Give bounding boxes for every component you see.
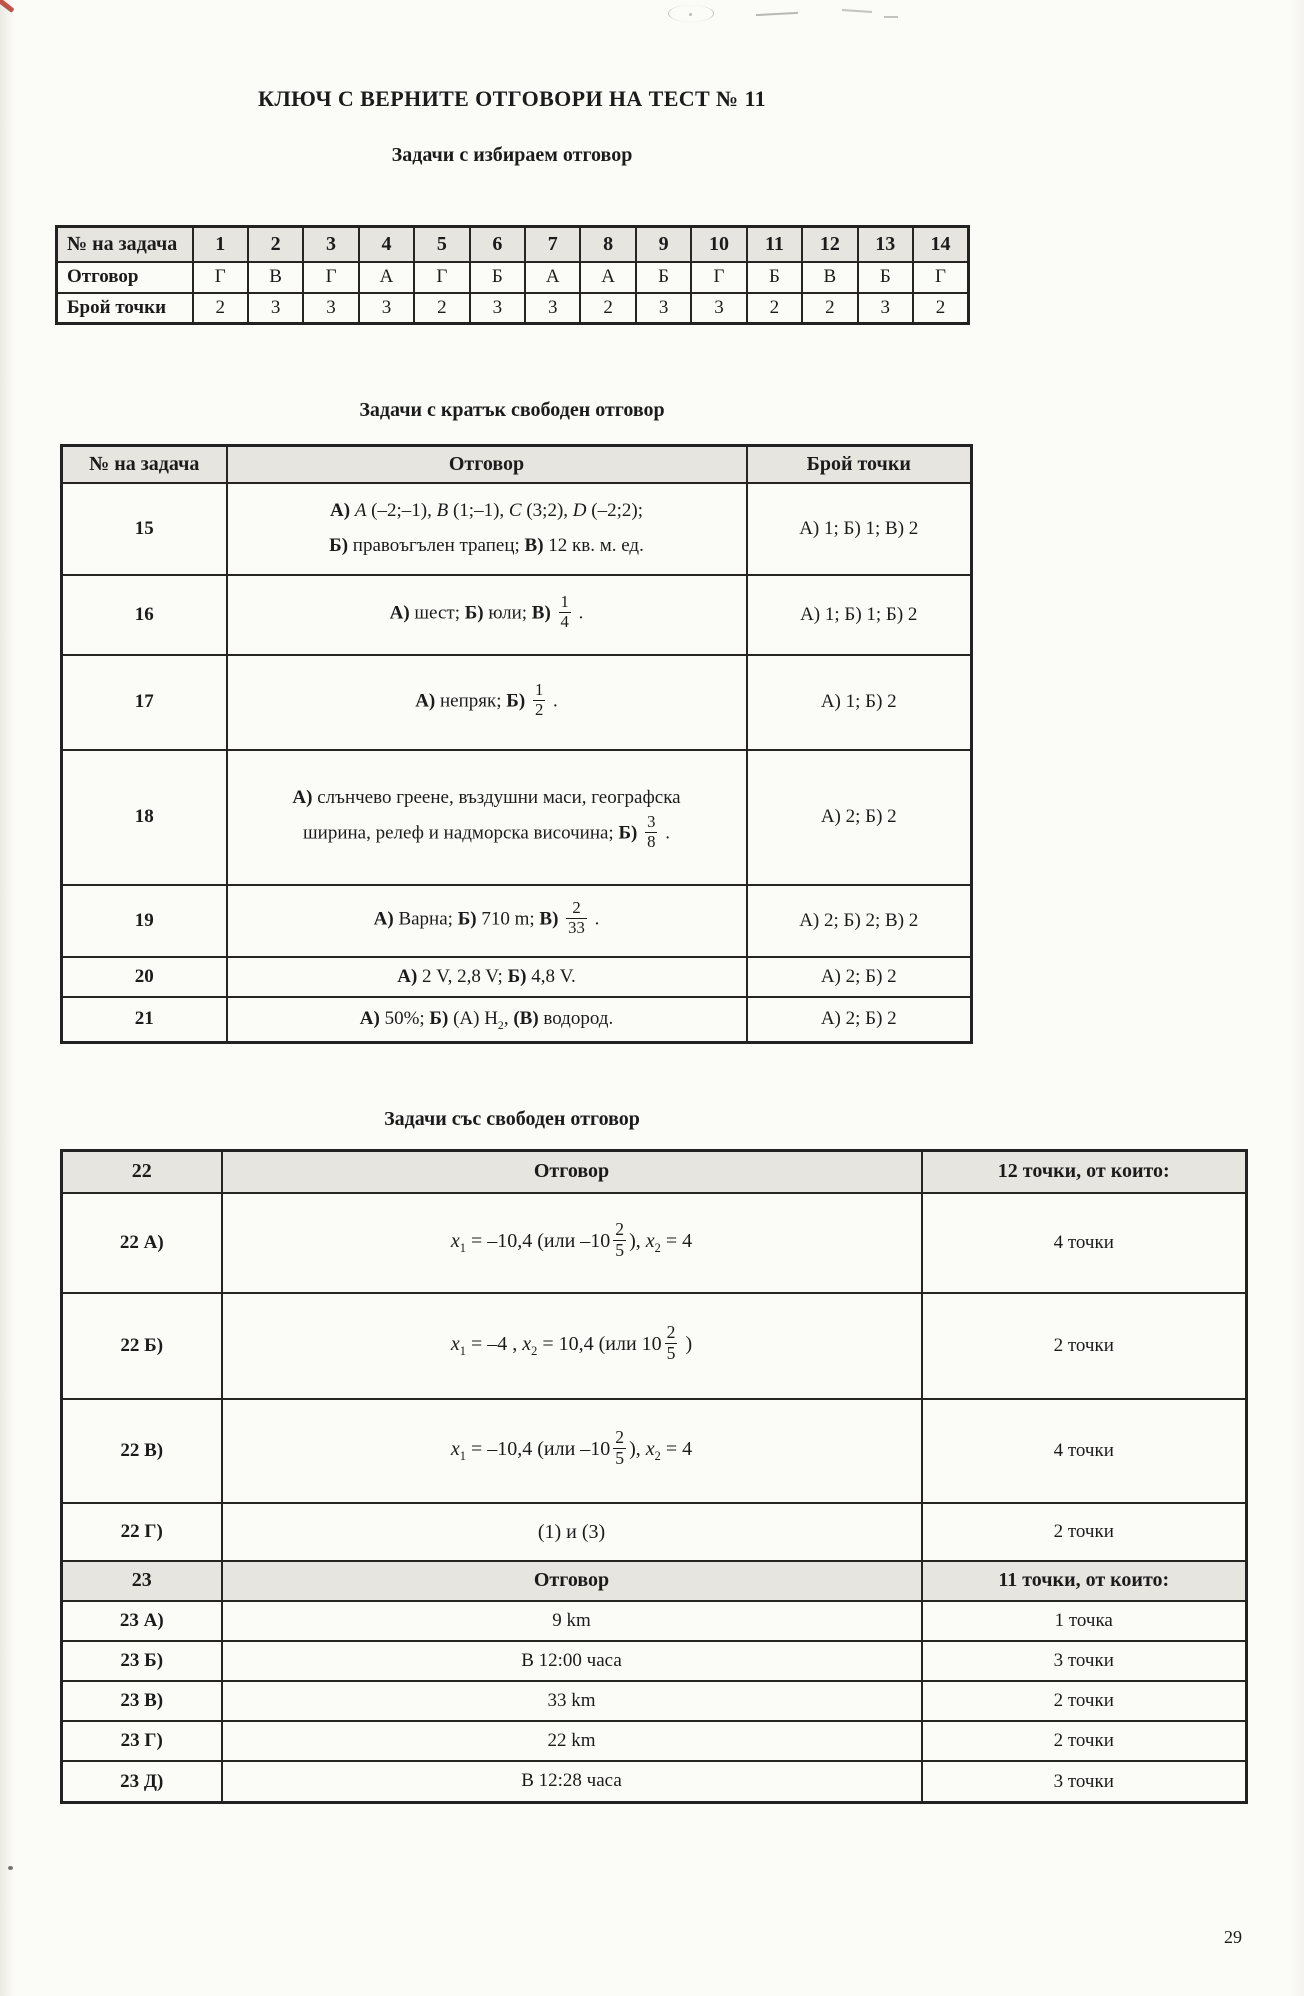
table-row-16 — [62, 575, 972, 655]
fa-header-answer: Отговор — [222, 1561, 922, 1601]
points-cell: А) 1; Б) 1; В) 2 — [747, 483, 972, 575]
points-cell: 2 точки — [922, 1681, 1247, 1721]
task-number: 23 Б) — [62, 1641, 222, 1681]
points-cell: А) 2; Б) 2; В) 2 — [747, 885, 972, 957]
points-cell: 4 точки — [922, 1399, 1247, 1503]
task-number: 22 В) — [62, 1399, 222, 1503]
free-answer-table — [60, 1149, 1248, 1803]
points-cell: А) 2; Б) 2 — [747, 750, 972, 885]
task-number: 20 — [62, 957, 227, 997]
task-number: 22 А) — [62, 1193, 222, 1293]
task-number-cell: 9 — [636, 227, 691, 262]
points-cell: 2 точки — [922, 1721, 1247, 1761]
task-number: 22 Г) — [62, 1503, 222, 1561]
section-title-multiple-choice: Задачи с избираем отговор — [391, 144, 633, 166]
answer-cell: Г — [303, 262, 358, 293]
fa-header-answer: Отговор — [222, 1151, 922, 1193]
table-row-22g — [62, 1503, 1247, 1561]
answer-cell: Г — [193, 262, 248, 293]
sa-header-answer: Отговор — [227, 446, 747, 483]
table-row-23v — [62, 1681, 1247, 1721]
answer-cell: А — [525, 262, 580, 293]
answer-cell: А) Варна; Б) 710 m; В) $\frac{2}{33}$ . — [227, 885, 747, 957]
fa-header-points: 12 точки, от които: — [922, 1151, 1247, 1193]
task-number: 15 — [62, 483, 227, 575]
task-number-cell: 4 — [359, 227, 414, 262]
mc-points-row — [57, 293, 969, 324]
answer-cell: Б — [858, 262, 913, 293]
points-cell: 2 — [580, 293, 635, 324]
points-cell: А) 1; Б) 2 — [747, 655, 972, 750]
mc-answers-row — [57, 262, 969, 293]
scan-artifact-dash — [842, 9, 872, 13]
answer-cell: 33 km — [222, 1681, 922, 1721]
table-row-23d — [62, 1761, 1247, 1802]
answer-cell: $x_1 = -10,4$ (или –10 $\frac{2}{5}$ ), $x_2 = 4$ — [222, 1399, 922, 1503]
sa-header-row — [62, 446, 972, 483]
task-number-cell: 14 — [913, 227, 969, 262]
answer-cell: А) шест; Б) юли; В) $\frac{1}{4}$ . — [227, 575, 747, 655]
mc-header-row — [57, 227, 969, 262]
task-number: 21 — [62, 997, 227, 1043]
task-number: 23 В) — [62, 1681, 222, 1721]
task-number-cell: 7 — [525, 227, 580, 262]
answer-cell: А — [580, 262, 635, 293]
task-number: 17 — [62, 655, 227, 750]
answer-cell: А — [359, 262, 414, 293]
task-number-cell: 3 — [303, 227, 358, 262]
page-number: 29 — [1224, 1927, 1242, 1947]
fa-header-row-22 — [62, 1151, 1247, 1193]
answer-cell: А) 2 V, 2,8 V; Б) 4,8 V. — [227, 957, 747, 997]
points-cell: 3 точки — [922, 1761, 1247, 1802]
points-cell: А) 2; Б) 2 — [747, 997, 972, 1043]
mc-row-label-answer: Отговор — [57, 262, 193, 293]
mc-row-label-points: Брой точки — [57, 293, 193, 324]
task-number-cell: 2 — [248, 227, 303, 262]
answer-cell: Б — [636, 262, 691, 293]
scan-artifact-red-mark — [0, 0, 15, 13]
points-cell: 3 — [470, 293, 525, 324]
points-cell: 4 точки — [922, 1193, 1247, 1293]
task-number-cell: 12 — [802, 227, 857, 262]
answer-cell: В 12:00 часа — [222, 1641, 922, 1681]
answer-cell: В — [802, 262, 857, 293]
table-row-22v — [62, 1399, 1247, 1503]
scan-artifact-dot — [689, 13, 692, 16]
points-cell: 2 — [414, 293, 469, 324]
points-cell: 2 — [802, 293, 857, 324]
table-row-15 — [62, 483, 972, 575]
task-number: 22 Б) — [62, 1293, 222, 1399]
table-row-17 — [62, 655, 972, 750]
answer-cell: В — [248, 262, 303, 293]
multiple-choice-table — [55, 225, 970, 325]
table-row-19 — [62, 885, 972, 957]
table-row-21 — [62, 997, 972, 1043]
fa-header-task: 22 — [62, 1151, 222, 1193]
answer-cell: А) A (–2;–1), B (1;–1), C (3;2), D (–2;2); Б) правоъгълен трапец; В) 12 кв. м. ед. — [227, 483, 747, 575]
points-cell: А) 2; Б) 2 — [747, 957, 972, 997]
fa-header-points: 11 точки, от които: — [922, 1561, 1247, 1601]
scan-artifact-dash — [756, 12, 798, 16]
points-cell: А) 1; Б) 1; Б) 2 — [747, 575, 972, 655]
task-number-cell: 11 — [747, 227, 802, 262]
answer-cell: А) слънчево греене, въздушни маси, географска ширина, релеф и надморска височина; Б) $\frac{3}{8}$ . — [227, 750, 747, 885]
points-cell: 2 — [913, 293, 969, 324]
table-row-23a — [62, 1601, 1247, 1641]
section-title-free-answer: Задачи със свободен отговор — [384, 1108, 640, 1131]
answer-cell: Г — [414, 262, 469, 293]
fa-header-row-23 — [62, 1561, 1247, 1601]
answer-cell: А) непряк; Б) $\frac{1}{2}$ . — [227, 655, 747, 750]
points-cell: 3 — [525, 293, 580, 324]
task-number: 19 — [62, 885, 227, 957]
task-number-cell: 6 — [470, 227, 525, 262]
answer-cell: В 12:28 часа — [222, 1761, 922, 1802]
task-number: 23 Д) — [62, 1761, 222, 1802]
points-cell: 3 — [359, 293, 414, 324]
page-title: КЛЮЧ С ВЕРНИТЕ ОТГОВОРИ НА ТЕСТ № 11 — [257, 86, 767, 111]
mc-row-label-task: № на задача — [57, 227, 193, 262]
answer-cell: А) 50%; Б) (А) $H_2$, (В) водород. — [227, 997, 747, 1043]
answer-cell: Б — [470, 262, 525, 293]
task-number: 23 Г) — [62, 1721, 222, 1761]
answer-cell: Б — [747, 262, 802, 293]
points-cell: 1 точка — [922, 1601, 1247, 1641]
answer-cell: 22 km — [222, 1721, 922, 1761]
table-row-18 — [62, 750, 972, 885]
task-number: 18 — [62, 750, 227, 885]
task-number: 16 — [62, 575, 227, 655]
task-number-cell: 5 — [414, 227, 469, 262]
sa-header-points: Брой точки — [747, 446, 972, 483]
task-number: 23 А) — [62, 1601, 222, 1641]
answer-cell: Г — [691, 262, 746, 293]
answer-cell: 9 km — [222, 1601, 922, 1641]
table-row-20 — [62, 957, 972, 997]
table-row-23b — [62, 1641, 1247, 1681]
points-cell: 3 — [691, 293, 746, 324]
scan-artifact-speck — [8, 1866, 13, 1870]
points-cell: 3 — [303, 293, 358, 324]
task-number-cell: 1 — [193, 227, 248, 262]
points-cell: 2 — [193, 293, 248, 324]
table-row-22b — [62, 1293, 1247, 1399]
answer-cell: $x_1 = -4$ , $x_2 = 10,4$ (или 10 $\frac{2}{5}$ ) — [222, 1293, 922, 1399]
points-cell: 2 — [747, 293, 802, 324]
answer-cell: (1) и (3) — [222, 1503, 922, 1561]
section-title-short-answer: Задачи с кратък свободен отговор — [359, 399, 665, 421]
task-number-cell: 10 — [691, 227, 746, 262]
task-number-cell: 8 — [580, 227, 635, 262]
task-number-cell: 13 — [858, 227, 913, 262]
answer-cell: $x_1 = -10,4$ (или –10 $\frac{2}{5}$ ), $x_2 = 4$ — [222, 1193, 922, 1293]
points-cell: 3 точки — [922, 1641, 1247, 1681]
points-cell: 2 точки — [922, 1293, 1247, 1399]
points-cell: 3 — [248, 293, 303, 324]
scan-artifact-dash — [884, 16, 898, 18]
answer-cell: Г — [913, 262, 969, 293]
table-row-23g — [62, 1721, 1247, 1761]
sa-header-task: № на задача — [62, 446, 227, 483]
short-answer-table — [60, 444, 973, 1044]
points-cell: 3 — [858, 293, 913, 324]
points-cell: 3 — [636, 293, 691, 324]
points-cell: 2 точки — [922, 1503, 1247, 1561]
fa-header-task: 23 — [62, 1561, 222, 1601]
table-row-22a — [62, 1193, 1247, 1293]
